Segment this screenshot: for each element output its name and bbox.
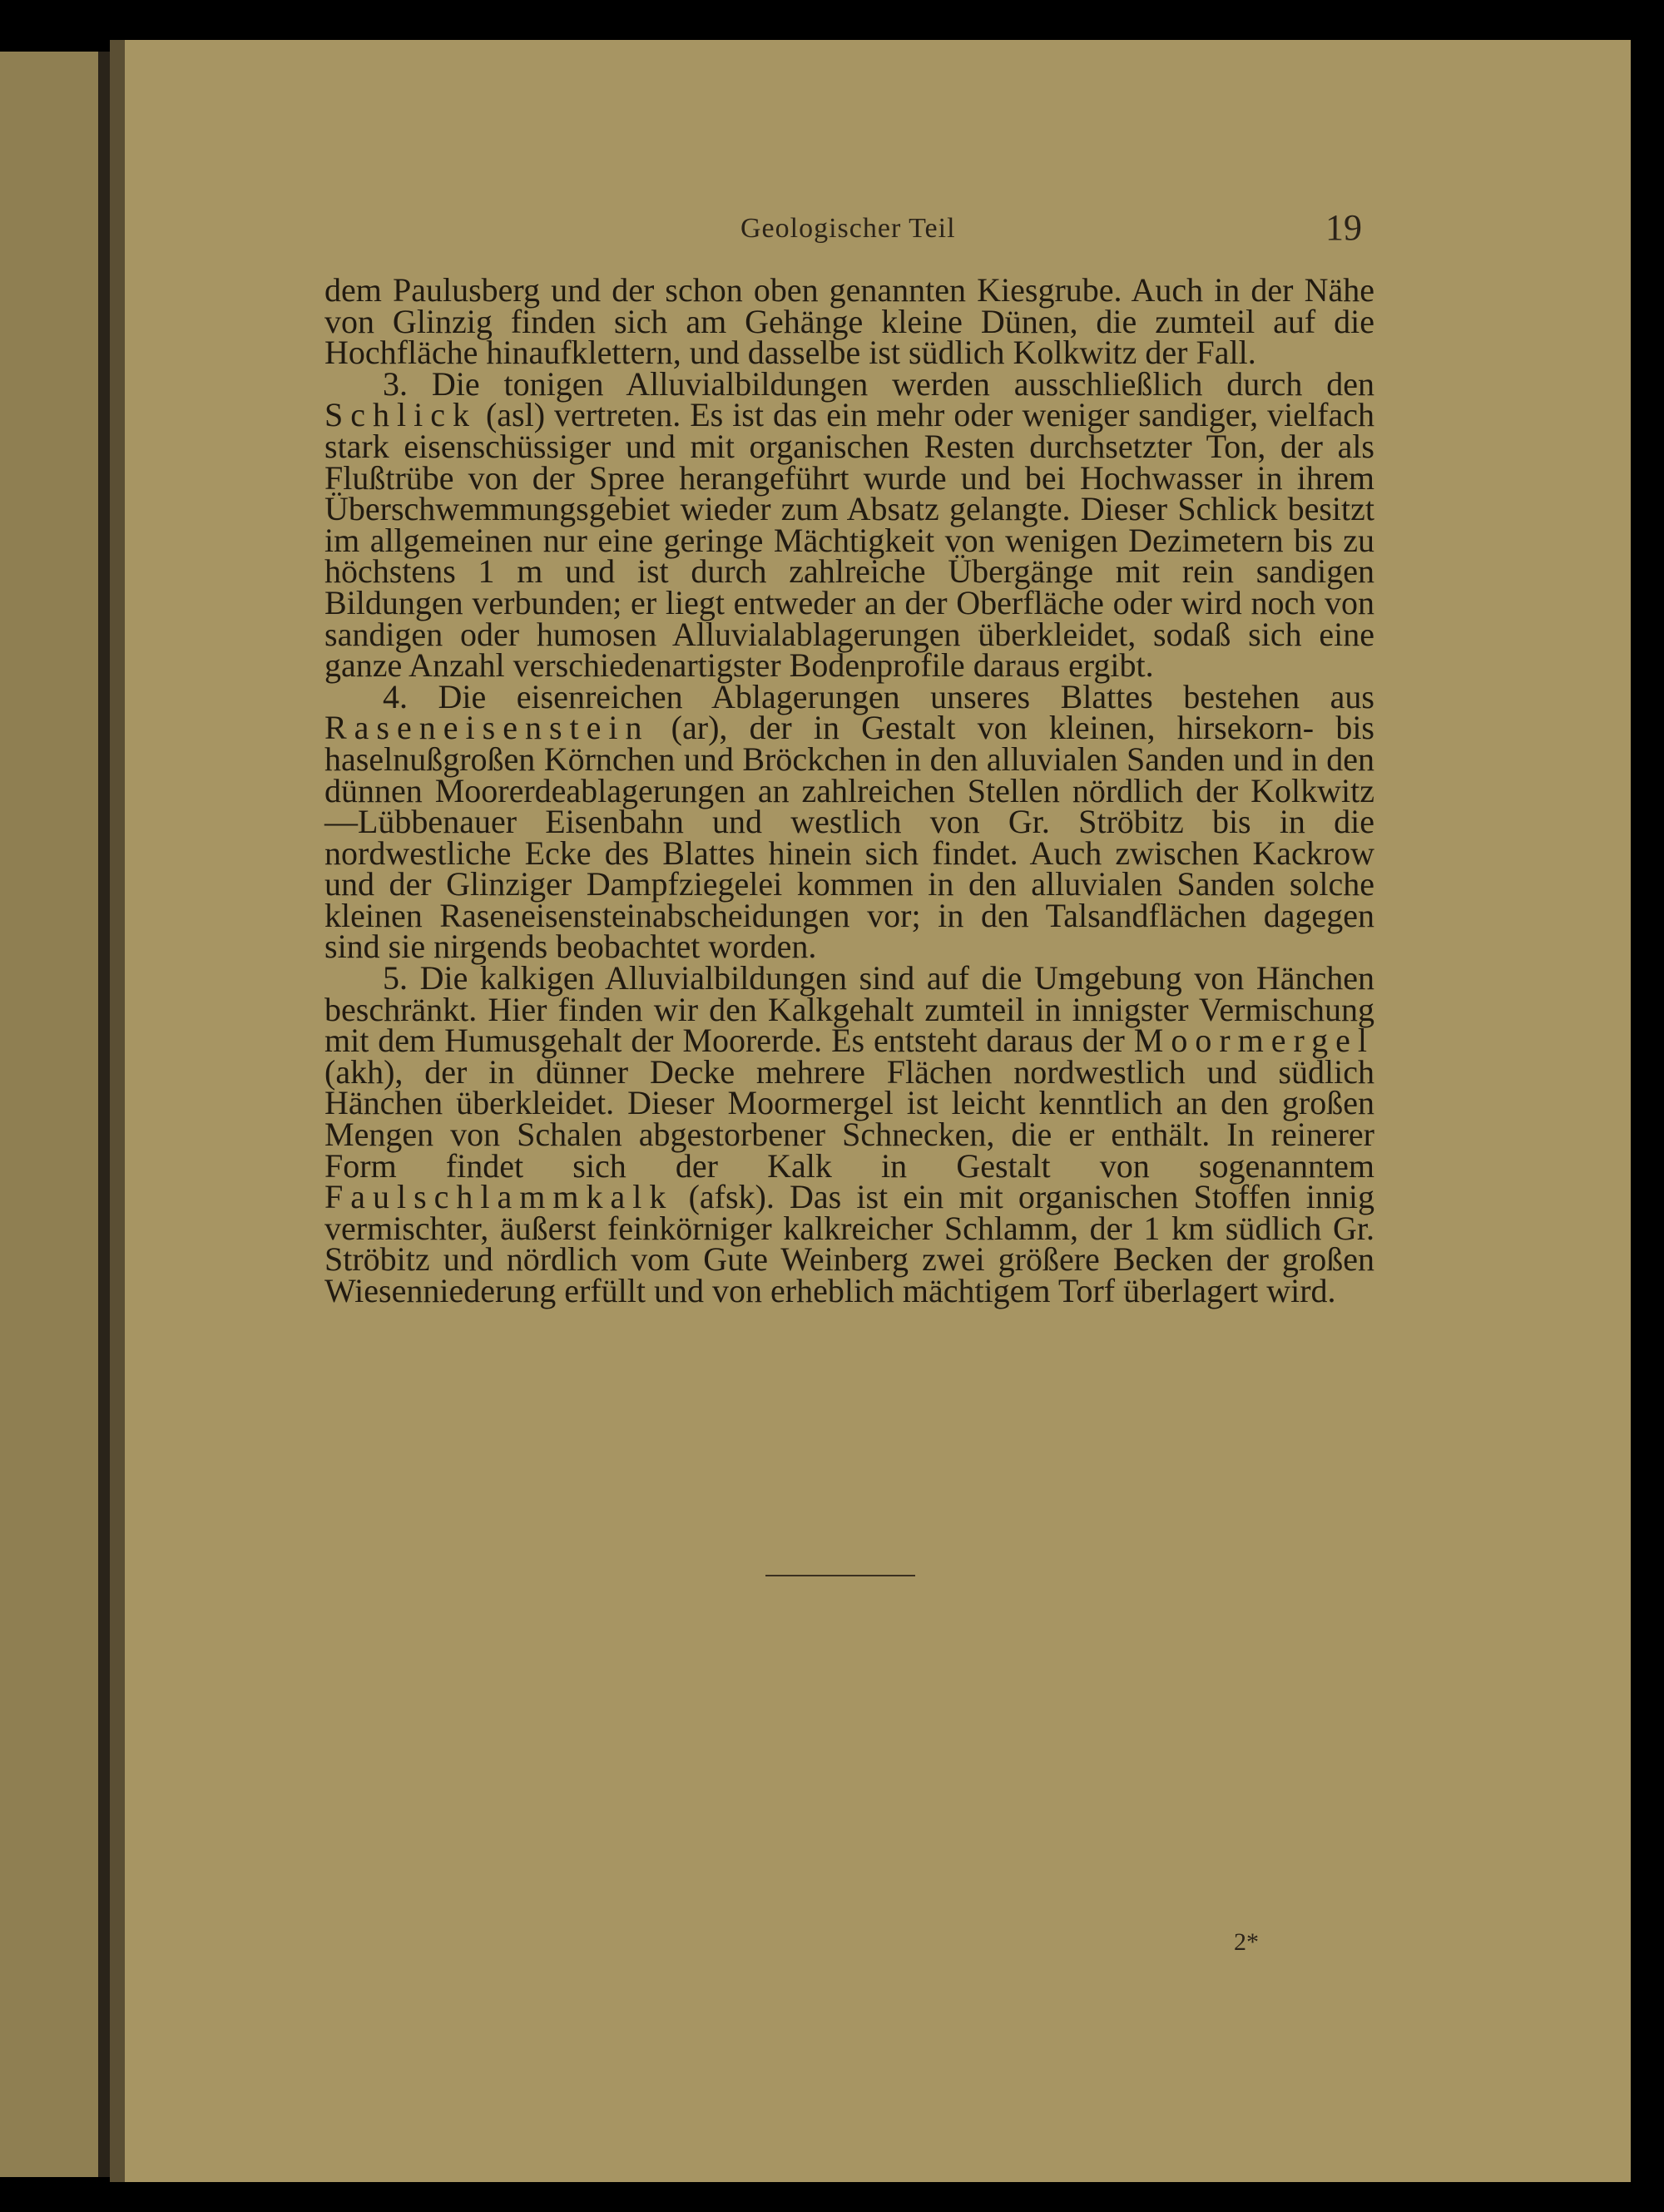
- body-text: [324, 271, 1374, 1309]
- previous-page-edge: [0, 52, 108, 2177]
- page-number: 19: [1325, 207, 1362, 248]
- term-moormergel: Moormergel: [1133, 1022, 1374, 1060]
- paragraph-3: [324, 677, 1374, 966]
- paragraph-4: [324, 959, 1374, 1309]
- paragraph-3-text-a: 4. Die eisenreichen Ablagerungen unseres Blattes bestehen aus: [383, 677, 1374, 715]
- paragraph-3-text-b: (ar), der in Gestalt von kleinen, hirsekorn- bis haselnußgroßen Körnchen und Bröckchen in den alluvialen Sanden und in den dünnen Moorerdeablagerungen an zahlreichen Stellen nördlich der Kolkwitz—Lübbenauer Eisenbahn und westlich von Gr. Ströbitz bis in die nordwestliche Ecke des Blattes hinein sich findet. Auch zwischen Kackrow und der Glinziger Dampfziegelei kommen in den alluvialen Sanden solche kleinen Raseneisensteinabscheidungen vor; in den Talsandflächen dagegen sind sie nirgends beobachtet worden.: [324, 709, 1374, 966]
- term-raseneisenstein: Raseneisenstein: [324, 709, 650, 747]
- paragraph-2: [324, 364, 1374, 685]
- signature-mark: 2*: [1234, 1928, 1259, 1956]
- section-divider: [765, 1575, 915, 1576]
- running-title: Geologischer Teil: [740, 213, 956, 244]
- paragraph-4-text-b: (akh), der in dünner Decke mehrere Flächen nordwestlich und südlich Hänchen überkleidet. Dieser Moormergel ist leicht kenntlich an den großen Mengen von Schalen abgestorbener Schnecken, die er enthält. In reinerer Form findet sich der Kalk in Gestalt von sogenanntem: [324, 1052, 1374, 1185]
- page-gutter: [98, 52, 110, 2177]
- paragraph-4-text-a: 5. Die kalkigen Alluvialbildungen sind auf die Umgebung von Hänchen beschränkt. Hier finden wir den Kalkgehalt zumteil in innigster Vermischung mit dem Humusgehalt der Moorerde. Es entsteht daraus der: [324, 959, 1374, 1060]
- term-schlick: Schlick: [324, 396, 477, 434]
- page-header: [0, 206, 1664, 256]
- paragraph-2-text-b: (asl) vertreten. Es ist das ein mehr oder weniger sandiger, vielfach stark eisenschüssiger und mit organischen Resten durchsetzter Ton, der als Flußtrübe von der Spree herangeführt wurde und bei Hochwasser in ihrem Überschwemmungsgebiet wieder zum Absatz gelangte. Dieser Schlick besitzt im allgemeinen nur eine geringe Mächtigkeit von wenigen Dezimetern bis zu höchstens 1 m und ist durch zahlreiche Übergänge mit rein sandigen Bildungen verbunden; er liegt entweder an der Oberfläche oder wird noch von sandigen oder humosen Alluvialablagerungen überkleidet, sodaß sich eine ganze Anzahl verschiedenartigster Bodenprofile daraus ergibt.: [324, 396, 1374, 685]
- paragraph-1: dem Paulusberg und der schon oben genannten Kiesgrube. Auch in der Nähe von Glinzig finden sich am Gehänge kleine Dünen, die zumteil auf die Hochfläche hinaufklettern, und dasselbe ist südlich Kolkwitz der Fall.: [324, 271, 1374, 372]
- paragraph-2-text-a: 3. Die tonigen Alluvialbildungen werden ausschließlich durch den: [383, 364, 1374, 403]
- paragraph-4-text-c: (afsk). Das ist ein mit organischen Stoffen innig vermischter, äußerst feinkörniger kalkreicher Schlamm, der 1 km südlich Gr. Ströbitz und nördlich vom Gute Weinberg zwei größere Becken der großen Wiesenniederung erfüllt und von erheblich mächtigem Torf überlagert wird.: [324, 1178, 1374, 1309]
- term-faulschlammkalk: Faulschlammkalk: [324, 1178, 674, 1216]
